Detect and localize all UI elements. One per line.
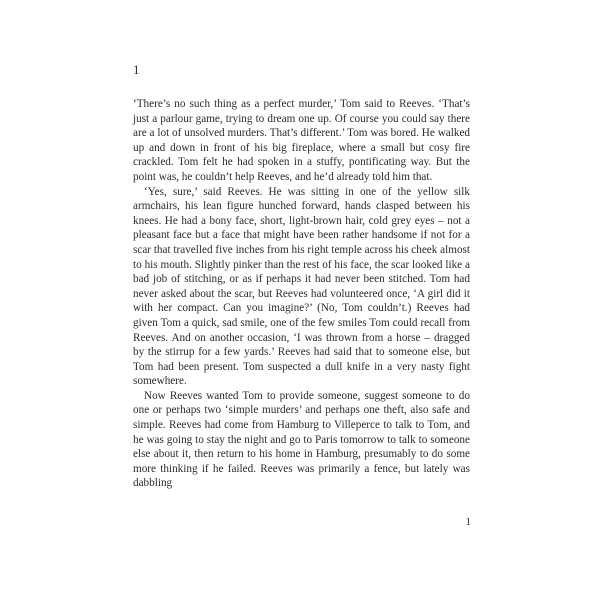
chapter-number: 1: [133, 62, 140, 77]
paragraph-3: Now Reeves wanted Tom to provide someone, suggest someone to do one or perhaps two ‘simple murders’ and perhaps one theft, also safe and simple. Reeves had come from Hamburg to Villeperce to talk to Tom, and he was going to stay the night and go to Paris tomorrow to talk to someone else about it, then return to his home in Hamburg, presumably to do some more thinking if he failed. Reeves was primarily a fence, but lately was dabbling: [133, 389, 470, 490]
paragraph-2: ‘Yes, sure,’ said Reeves. He was sitting in one of the yellow silk armchairs, his lean figure hunched forward, hands clasped between his knees. He had a bony face, short, light-brown hair, cold grey eyes – not a pleasant face but a face that might have been rather handsome if not for a scar that travelled five inches from his right temple across his cheek almost to his mouth. Slightly pinker than the rest of his face, the scar looked like a bad job of stitching, or as if perhaps it had never been stitched. Tom had never asked about the scar, but Reeves had volunteered once, ‘A girl did it with her compact. Can you imagine?’ (No, Tom couldn’t.) Reeves had given Tom a quick, sad smile, one of the few smiles Tom could recall from Reeves. And on another occasion, ‘I was thrown from a horse – dragged by the stirrup for a few yards.’ Reeves had said that to someone else, but Tom had been present. Tom suspected a dull knife in a very nasty fight somewhere.: [133, 185, 470, 388]
paragraph-1: ‘There’s no such thing as a perfect murder,’ Tom said to Reeves. ‘That’s just a parlour game, trying to dream one up. Of course you could say there are a lot of unsolved murders. That’s different.’ Tom was bored. He walked up and down in front of his big fireplace, where a small but cosy fire crackled. Tom felt he had spoken in a stuffy, pontificating way. But the point was, he couldn’t help Reeves, and he’d already told him that.: [133, 98, 470, 183]
page-number: 1: [465, 516, 471, 528]
body-text: [133, 97, 470, 491]
